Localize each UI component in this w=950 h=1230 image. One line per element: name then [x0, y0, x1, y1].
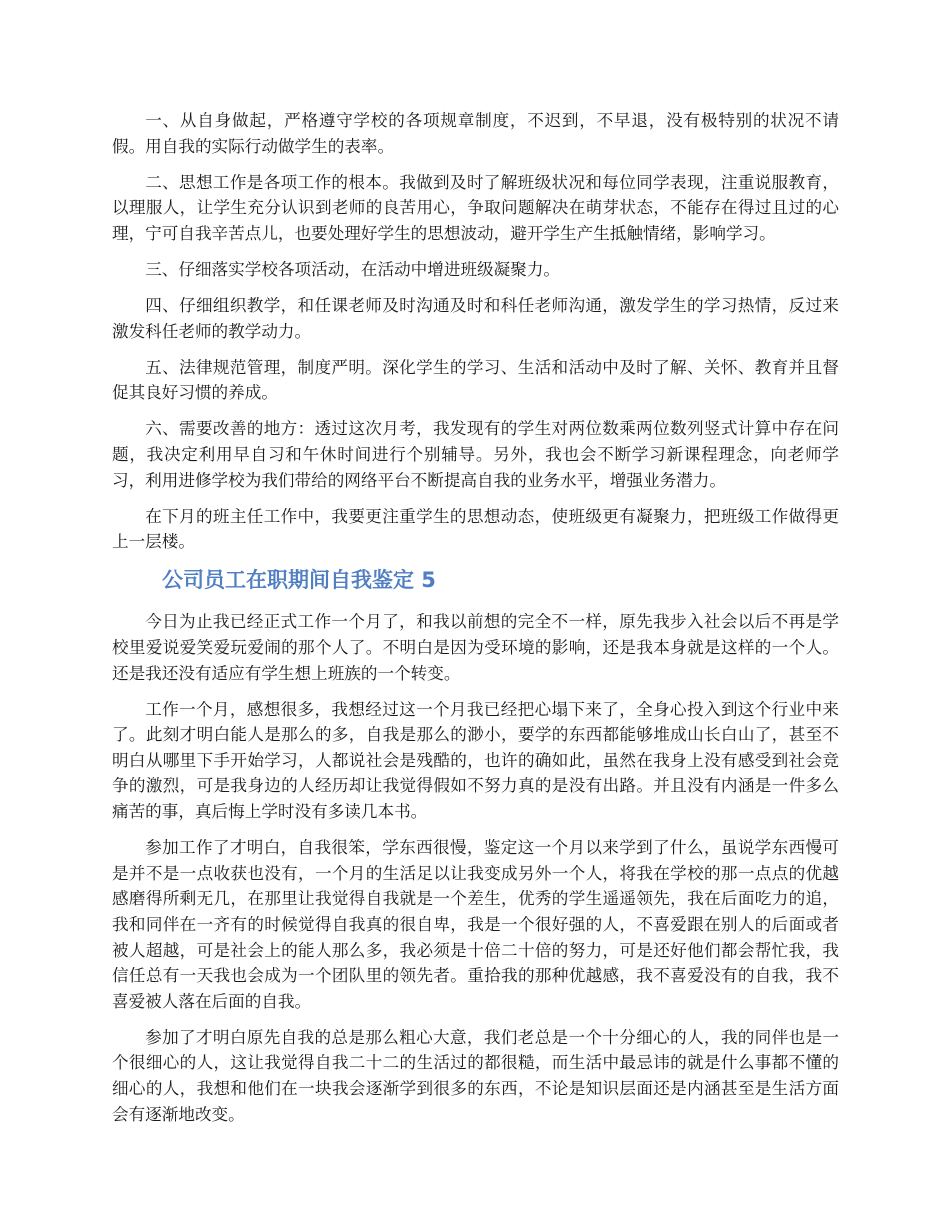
paragraph-item-2: 二、思想工作是各项工作的根本。我做到及时了解班级状况和每位同学表现，注重说服教育，以理服人，让学生充分认识到老师的良苦用心，争取问题解决在萌芽状态，不能存在得过且过的心理，宁可自我辛苦点儿，也要处理好学生的思想波动，避开学生产生抵触情绪，影响学习。: [112, 172, 839, 243]
document-page: [112, 108, 839, 1138]
paragraph-item-1: 一、从自身做起，严格遵守学校的各项规章制度，不迟到，不早退，没有极特别的状况不请假。用自我的实际行动做学生的表率。: [112, 111, 839, 156]
paragraph: 今日为止我已经正式工作一个月了，和我以前想的完全不一样，原先我步入社会以后不再是学校里爱说爱笑爱玩爱闹的那个人了。不明白是因为受环境的影响，还是我本身就是这样的一个人。还是我还没有适应有学生想上班族的一个转变。: [112, 612, 839, 683]
paragraph-closing: 在下月的班主任工作中，我要更注重学生的思想动态，使班级更有凝聚力，把班级工作做得更上一层楼。: [112, 506, 839, 552]
paragraph-item-3: 三、仔细落实学校各项活动，在活动中增进班级凝聚力。: [145, 259, 561, 279]
paragraph: 工作一个月，感想很多，我想经过这一个月我已经把心塌下来了，全身心投入到这个行业中来了。此刻才明白能人是那么的多，自我是那么的渺小，要学的东西都能够堆成山长白山了，甚至不明白从哪里下手开始学习，人都说社会是残酷的，也许的确如此，虽然在我身上没有感受到社会竞争的激烈，可是我身边的人经历却让我觉得假如不努力真的是没有出路。并且没有内涵是一件多么痛苦的事，真后悔上学时没有多读几本书。: [112, 699, 839, 822]
paragraph: 参加了才明白原先自我的总是那么粗心大意，我们老总是一个十分细心的人，我的同伴也是一个很细心的人，这让我觉得自我二十二的生活过的都很糙，而生活中最忌讳的就是什么事都不懂的细心的人，我想和他们在一块我会逐渐学到很多的东西，不论是知识层面还是内涵甚至是生活方面会有逐渐地改变。: [112, 1027, 839, 1124]
paragraph-item-4: 四、仔细组织教学，和任课老师及时沟通及时和科任老师沟通，激发学生的学习热情，反过来激发科任老师的教学动力。: [112, 296, 839, 341]
paragraph: 参加工作了才明白，自我很笨，学东西很慢，鉴定这一个月以来学到了什么，虽说学东西慢可是并不是一点收获也没有，一个月的生活足以让我变成另外一个人，将我在学校的那一点点的优越感磨得所剩无几，在那里让我觉得自我就是一个差生，优秀的学生遥遥领先，我在后面吃力的追，我和同伴在一齐有的时候觉得自我真的很自卑，我是一个很好强的人，不喜爱跟在别人的后面或者被人超越，可是社会上的能人那么多，我必须是十倍二十倍的努力，可是还好他们都会帮忙我，我信任总有一天我也会成为一个团队里的领先者。重拾我的那种优越感，我不喜爱没有的自我，我不喜爱被人落在后面的自我。: [112, 838, 839, 1011]
paragraph-item-6: 六、需要改善的地方：透过这次月考，我发现有的学生对两位数乘两位数列竖式计算中存在问题，我决定利用早自习和午休时间进行个别辅导。另外，我也会不断学习新课程理念，向老师学习，利用进修学校为我们带给的网络平台不断提高自我的业务水平，增强业务潜力。: [112, 419, 839, 490]
paragraph-item-5: 五、法律规范管理，制度严明。深化学生的学习、生活和活动中及时了解、关怀、教育并且督促其良好习惯的养成。: [112, 357, 839, 403]
section-heading: 公司员工在职期间自我鉴定 5: [162, 568, 436, 593]
